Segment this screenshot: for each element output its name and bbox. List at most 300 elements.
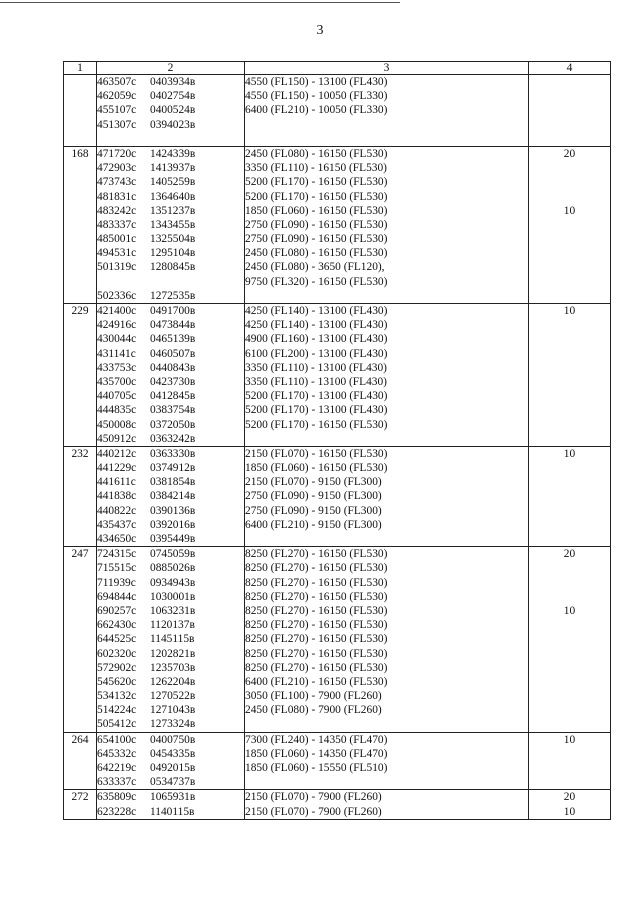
altitude-cell xyxy=(245,146,529,303)
longitude: 0473844в xyxy=(150,319,196,332)
altitude-range: 2150 (FL070) - 7900 (FL260) xyxy=(245,805,382,818)
latitude: 441611c xyxy=(97,476,136,489)
value-line xyxy=(529,375,610,389)
route-id-cell xyxy=(64,547,97,732)
longitude: 0492015в xyxy=(150,762,196,774)
value-line xyxy=(529,332,610,346)
value-line xyxy=(529,232,610,246)
longitude: 1270522в xyxy=(150,690,196,703)
latitude: 435700c xyxy=(97,375,137,388)
longitude: 1262204в xyxy=(150,675,196,688)
altitude-cell xyxy=(245,446,529,546)
longitude: 0372050в xyxy=(150,418,196,431)
altitude-range: 3050 (FL100) - 7900 (FL260) xyxy=(245,690,382,703)
longitude: 1202821в xyxy=(150,647,196,660)
coordinate-line xyxy=(97,504,244,518)
latitude: 502336c xyxy=(97,289,137,302)
value-cell xyxy=(529,547,611,732)
latitude: 483337c xyxy=(97,218,137,231)
route-id: 264 xyxy=(71,733,89,746)
value-line xyxy=(529,190,610,204)
longitude: 0745059в xyxy=(150,548,196,561)
altitude-range: 8250 (FL270) - 16150 (FL530) xyxy=(245,576,388,589)
altitude-range xyxy=(245,532,528,546)
longitude: 1413937в xyxy=(150,162,196,175)
altitude-range: 5200 (FL170) - 16150 (FL530) xyxy=(245,418,388,431)
latitude: 715515c xyxy=(97,562,137,575)
latitude: 434650c xyxy=(97,533,137,545)
route-id: 229 xyxy=(71,305,89,317)
longitude: 1343455в xyxy=(150,218,196,231)
longitude: 1235703в xyxy=(150,661,196,674)
coordinate-line xyxy=(97,561,244,575)
latitude: 471720c xyxy=(97,147,137,160)
latitude: 644525c xyxy=(97,633,137,646)
coordinate-line xyxy=(97,717,244,731)
longitude: 1120137в xyxy=(150,619,195,632)
longitude: 1063231в xyxy=(150,604,196,617)
airspace-table xyxy=(63,61,611,820)
column-header: 2 xyxy=(97,62,245,75)
altitude-range: 5200 (FL170) - 13100 (FL430) xyxy=(245,404,388,417)
latitude: 424916c xyxy=(97,319,137,332)
value-line xyxy=(529,432,610,446)
longitude: 1140115в xyxy=(150,805,195,818)
altitude-range: 2750 (FL090) - 16150 (FL530) xyxy=(245,218,388,231)
value-line xyxy=(529,246,610,260)
value-line xyxy=(529,703,610,717)
altitude-range: 8250 (FL270) - 16150 (FL530) xyxy=(245,548,388,561)
longitude: 0403934в xyxy=(150,76,196,88)
latitude: 724315c xyxy=(97,548,137,561)
latitude: 501319c xyxy=(97,261,137,274)
coordinate-line xyxy=(97,532,244,546)
altitude-range: 3350 (FL110) - 13100 (FL430) xyxy=(245,375,387,388)
altitude-cell xyxy=(245,75,529,147)
value-line xyxy=(529,747,610,761)
value-line xyxy=(529,632,610,646)
altitude-range: 3350 (FL110) - 13100 (FL430) xyxy=(245,361,387,374)
value-line xyxy=(529,689,610,703)
coordinate-line xyxy=(97,518,244,532)
longitude: 0383754в xyxy=(150,404,196,417)
coordinate-line xyxy=(97,703,244,717)
coordinates-cell xyxy=(97,547,245,732)
longitude: 1145115в xyxy=(150,633,195,646)
altitude-range: 2750 (FL090) - 9150 (FL300) xyxy=(245,504,382,517)
coordinate-line xyxy=(97,775,244,789)
latitude: 421400c xyxy=(97,305,137,317)
latitude: 572902c xyxy=(97,661,137,674)
latitude: 473743c xyxy=(97,176,137,189)
latitude: 514224c xyxy=(97,704,137,717)
altitude-range: 8250 (FL270) - 16150 (FL530) xyxy=(245,562,388,575)
altitude-range: 2750 (FL090) - 16150 (FL530) xyxy=(245,233,388,246)
route-id: 168 xyxy=(71,147,89,160)
altitude-range xyxy=(245,132,528,146)
altitude-range: 6400 (FL210) - 10050 (FL330) xyxy=(245,104,388,117)
value-line xyxy=(529,418,610,432)
longitude: 0394023в xyxy=(150,118,196,131)
route-id-cell xyxy=(64,732,97,790)
longitude: 1271043в xyxy=(150,704,196,717)
longitude: 0460507в xyxy=(150,347,196,360)
longitude: 0412845в xyxy=(150,390,196,403)
latitude: 440822c xyxy=(97,504,137,517)
altitude-range: 7300 (FL240) - 14350 (FL470) xyxy=(245,733,388,746)
latitude: 463507c xyxy=(97,76,137,88)
altitude-range: 8250 (FL270) - 16150 (FL530) xyxy=(245,661,388,674)
latitude: 435437c xyxy=(97,518,137,531)
latitude: 602320c xyxy=(97,647,137,660)
value-line: 20 xyxy=(563,147,576,160)
value-line xyxy=(529,347,610,361)
value-line: 10 xyxy=(563,305,576,317)
longitude: 1364640в xyxy=(150,190,196,203)
latitude: 450008c xyxy=(97,418,137,431)
table-row xyxy=(64,446,611,546)
longitude: 0402754в xyxy=(150,90,196,103)
coordinate-line xyxy=(97,118,244,132)
longitude: 1272535в xyxy=(150,289,196,302)
longitude: 1065931в xyxy=(150,791,196,804)
value-cell xyxy=(529,304,611,447)
value-line xyxy=(529,717,610,731)
coordinate-line xyxy=(97,332,244,346)
longitude: 0885026в xyxy=(150,562,196,575)
coordinate-line xyxy=(97,232,244,246)
coordinate-line xyxy=(97,361,244,375)
coordinate-line xyxy=(97,489,244,503)
coordinate-line xyxy=(97,403,244,417)
coordinate-line xyxy=(97,675,244,689)
latitude: 645332c xyxy=(97,747,137,760)
coordinate-line xyxy=(97,604,244,618)
coordinate-line xyxy=(97,418,244,432)
coordinate-line xyxy=(97,275,244,289)
altitude-cell xyxy=(245,790,529,819)
value-line xyxy=(529,103,610,117)
coordinate-line xyxy=(97,761,244,775)
altitude-range: 6100 (FL200) - 13100 (FL430) xyxy=(245,347,388,360)
longitude: 0374912в xyxy=(150,462,196,475)
coordinate-line xyxy=(97,89,244,103)
latitude: 444835c xyxy=(97,404,137,417)
latitude: 431141c xyxy=(97,347,136,360)
latitude: 635809c xyxy=(97,791,137,804)
altitude-range: 8250 (FL270) - 16150 (FL530) xyxy=(245,604,388,617)
value-cell xyxy=(529,146,611,303)
route-id: 232 xyxy=(71,447,89,460)
altitude-range: 4550 (FL150) - 13100 (FL430) xyxy=(245,76,388,88)
value-line: 20 xyxy=(563,791,576,804)
altitude-range: 1850 (FL060) - 14350 (FL470) xyxy=(245,747,388,760)
altitude-range: 8250 (FL270) - 16150 (FL530) xyxy=(245,590,388,603)
table-row xyxy=(64,790,611,819)
longitude: 0465139в xyxy=(150,333,196,346)
value-line xyxy=(529,576,610,590)
value-line xyxy=(529,775,610,789)
coordinate-line xyxy=(97,175,244,189)
altitude-range: 6400 (FL210) - 9150 (FL300) xyxy=(245,518,382,531)
value-cell xyxy=(529,732,611,790)
value-line: 10 xyxy=(563,805,576,818)
value-line xyxy=(529,618,610,632)
latitude: 430044c xyxy=(97,333,137,346)
longitude: 0381854в xyxy=(150,476,196,489)
longitude: 0390136в xyxy=(150,504,196,517)
latitude: 450912c xyxy=(97,432,137,445)
altitude-range: 3350 (FL110) - 16150 (FL530) xyxy=(245,162,387,175)
longitude: 1280845в xyxy=(150,261,196,274)
coordinate-line xyxy=(97,260,244,274)
route-id: 247 xyxy=(71,548,89,561)
value-line xyxy=(529,389,610,403)
altitude-range: 2450 (FL080) - 16150 (FL530) xyxy=(245,147,388,160)
altitude-range: 5200 (FL170) - 16150 (FL530) xyxy=(245,176,388,189)
value-line xyxy=(529,489,610,503)
value-line xyxy=(529,518,610,532)
value-line xyxy=(529,260,610,274)
altitude-range: 5200 (FL170) - 13100 (FL430) xyxy=(245,390,388,403)
coordinates-cell xyxy=(97,732,245,790)
longitude: 0384214в xyxy=(150,490,196,503)
altitude-range: 2450 (FL080) - 16150 (FL530) xyxy=(245,247,388,260)
altitude-range: 2450 (FL080) - 7900 (FL260) xyxy=(245,704,382,717)
coordinate-line xyxy=(97,790,244,804)
longitude: 1351237в xyxy=(150,204,196,217)
coordinate-line xyxy=(97,590,244,604)
value-line xyxy=(529,118,610,132)
coordinate-line xyxy=(97,632,244,646)
longitude: 0440843в xyxy=(150,361,196,374)
coordinate-line xyxy=(97,304,244,318)
table-row xyxy=(64,547,611,732)
coordinate-line xyxy=(97,647,244,661)
altitude-range xyxy=(245,432,528,446)
altitude-range: 4250 (FL140) - 13100 (FL430) xyxy=(245,319,388,332)
route-id: 272 xyxy=(71,791,89,804)
longitude: 1424339в xyxy=(150,147,196,160)
value-line xyxy=(529,318,610,332)
latitude: 694844c xyxy=(97,590,137,603)
coordinate-line xyxy=(97,289,244,303)
latitude: 485001c xyxy=(97,233,137,246)
altitude-range xyxy=(245,775,528,789)
column-header: 4 xyxy=(529,62,611,75)
coordinates-cell xyxy=(97,446,245,546)
latitude: 494531c xyxy=(97,247,137,260)
coordinate-line xyxy=(97,318,244,332)
longitude: 0934943в xyxy=(150,576,196,589)
top-rule xyxy=(0,2,400,3)
latitude: 534132c xyxy=(97,690,137,703)
altitude-range: 8250 (FL270) - 16150 (FL530) xyxy=(245,619,388,632)
latitude: 481831c xyxy=(97,190,137,203)
altitude-range: 2150 (FL070) - 16150 (FL530) xyxy=(245,447,388,460)
latitude: 483242c xyxy=(97,204,137,217)
coordinate-line xyxy=(97,805,244,819)
altitude-range: 8250 (FL270) - 16150 (FL530) xyxy=(245,647,388,660)
latitude: 441838c xyxy=(97,490,137,503)
altitude-range: 4550 (FL150) - 10050 (FL330) xyxy=(245,90,388,103)
value-cell xyxy=(529,75,611,147)
route-id-cell xyxy=(64,75,97,147)
longitude: 0454335в xyxy=(150,747,196,760)
altitude-range: 2450 (FL080) - 3650 (FL120), xyxy=(245,261,385,274)
coordinates-cell xyxy=(97,790,245,819)
value-line xyxy=(529,461,610,475)
page-number: 3 xyxy=(316,23,324,38)
route-id-cell xyxy=(64,146,97,303)
table-header-row xyxy=(64,62,611,75)
longitude: 1325504в xyxy=(150,233,196,246)
table-row xyxy=(64,146,611,303)
longitude: 1030001в xyxy=(150,590,196,603)
altitude-range: 4250 (FL140) - 13100 (FL430) xyxy=(245,305,388,317)
value-line xyxy=(529,475,610,489)
value-line xyxy=(529,532,610,546)
latitude: 440705c xyxy=(97,390,137,403)
table-row xyxy=(64,304,611,447)
longitude: 0423730в xyxy=(150,375,196,388)
longitude: 0392016в xyxy=(150,518,196,531)
altitude-range: 5200 (FL170) - 16150 (FL530) xyxy=(245,190,388,203)
value-line xyxy=(529,561,610,575)
longitude: 1405259в xyxy=(150,176,196,189)
coordinate-line xyxy=(97,547,244,561)
value-cell xyxy=(529,790,611,819)
value-cell xyxy=(529,446,611,546)
coordinate-line xyxy=(97,689,244,703)
value-line xyxy=(529,361,610,375)
value-line xyxy=(529,761,610,775)
coordinate-line xyxy=(97,733,244,747)
coordinate-line xyxy=(97,618,244,632)
altitude-range: 1850 (FL060) - 16150 (FL530) xyxy=(245,204,388,217)
altitude-range: 2150 (FL070) - 7900 (FL260) xyxy=(245,791,382,804)
coordinate-line xyxy=(97,218,244,232)
coordinate-line xyxy=(97,204,244,218)
route-id-cell xyxy=(64,790,97,819)
altitude-range: 1850 (FL060) - 16150 (FL530) xyxy=(245,462,388,475)
value-line: 10 xyxy=(563,733,576,746)
longitude: 0363242в xyxy=(150,432,196,445)
coordinates-cell xyxy=(97,75,245,147)
latitude: 472903c xyxy=(97,162,137,175)
coordinate-line xyxy=(97,576,244,590)
value-line: 10 xyxy=(563,204,576,217)
longitude: 0400750в xyxy=(150,733,196,746)
altitude-range: 6400 (FL210) - 16150 (FL530) xyxy=(245,675,388,688)
coordinate-line xyxy=(97,190,244,204)
latitude: 451307c xyxy=(97,118,137,131)
value-line xyxy=(529,647,610,661)
value-line xyxy=(529,289,610,303)
latitude: 545620c xyxy=(97,675,137,688)
coordinate-line xyxy=(97,375,244,389)
value-line xyxy=(529,590,610,604)
altitude-cell xyxy=(245,732,529,790)
longitude: 0491700в xyxy=(150,305,196,317)
coordinate-line xyxy=(97,246,244,260)
longitude: 0534737в xyxy=(150,776,196,789)
latitude: 642219c xyxy=(97,762,137,774)
coordinates-cell xyxy=(97,304,245,447)
coordinate-line xyxy=(97,475,244,489)
coordinate-line xyxy=(97,747,244,761)
column-header: 3 xyxy=(245,62,529,75)
coordinate-line xyxy=(97,432,244,446)
coordinate-line xyxy=(97,75,244,89)
table-row xyxy=(64,75,611,147)
latitude: 623228c xyxy=(97,805,137,818)
latitude: 662430c xyxy=(97,619,137,632)
altitude-cell xyxy=(245,304,529,447)
value-line xyxy=(529,675,610,689)
value-line xyxy=(529,89,610,103)
latitude: 690257c xyxy=(97,604,137,617)
latitude: 505412c xyxy=(97,718,137,731)
latitude: 654100c xyxy=(97,733,137,746)
route-id-cell xyxy=(64,446,97,546)
value-line xyxy=(529,661,610,675)
coordinate-line xyxy=(97,347,244,361)
altitude-range: 9750 (FL320) - 16150 (FL530) xyxy=(245,275,388,288)
value-line xyxy=(529,161,610,175)
route-id-cell xyxy=(64,304,97,447)
value-line: 20 xyxy=(563,548,576,561)
coordinates-cell xyxy=(97,146,245,303)
altitude-range xyxy=(245,717,528,731)
altitude-range: 4900 (FL160) - 13100 (FL430) xyxy=(245,333,388,346)
value-line xyxy=(529,175,610,189)
coordinate-line xyxy=(97,389,244,403)
coordinate-line xyxy=(97,161,244,175)
longitude: 1273324в xyxy=(150,718,196,731)
column-header: 1 xyxy=(64,62,97,75)
altitude-range: 1850 (FL060) - 15550 (FL510) xyxy=(245,762,388,774)
longitude: 0395449в xyxy=(150,533,196,545)
value-line xyxy=(529,275,610,289)
value-line xyxy=(529,218,610,232)
longitude: 1295104в xyxy=(150,247,196,260)
altitude-range: 2150 (FL070) - 9150 (FL300) xyxy=(245,476,382,489)
latitude: 440212c xyxy=(97,447,137,460)
latitude: 433753c xyxy=(97,361,137,374)
value-line xyxy=(529,132,610,146)
coordinate-line xyxy=(97,447,244,461)
table-row xyxy=(64,732,611,790)
value-line: 10 xyxy=(563,604,576,617)
latitude: 711939c xyxy=(97,576,136,589)
altitude-cell xyxy=(245,547,529,732)
coordinate-line xyxy=(97,147,244,161)
altitude-range xyxy=(245,118,528,132)
coordinate-line xyxy=(97,461,244,475)
latitude: 441229c xyxy=(97,462,137,475)
longitude: 0363330в xyxy=(150,447,196,460)
value-line xyxy=(529,504,610,518)
latitude: 633337c xyxy=(97,776,137,789)
coordinate-line xyxy=(97,661,244,675)
value-line xyxy=(529,75,610,89)
altitude-range: 2750 (FL090) - 9150 (FL300) xyxy=(245,490,382,503)
altitude-range: 8250 (FL270) - 16150 (FL530) xyxy=(245,633,388,646)
value-line: 10 xyxy=(563,447,576,460)
value-line xyxy=(529,403,610,417)
coordinate-line xyxy=(97,103,244,117)
